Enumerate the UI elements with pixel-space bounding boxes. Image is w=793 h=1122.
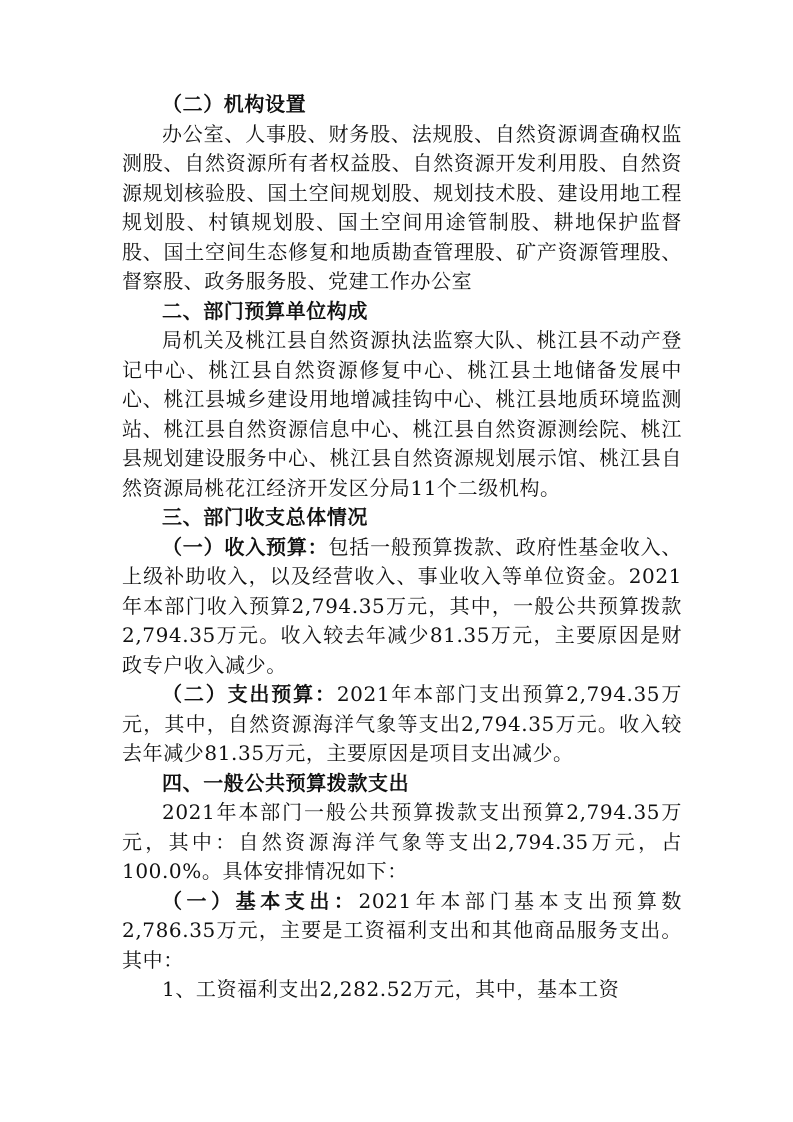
expense-paragraph: [122, 680, 682, 769]
general-heading: 四、一般公共预算拨款支出: [162, 770, 410, 795]
income-label: （一）收入预算：: [162, 534, 329, 559]
document-body: [122, 90, 682, 1005]
basic-body: 2021年本部门基本支出预算数2,786.35万元，主要是工资福利支出和其他商品服务支出。其中：: [122, 888, 682, 972]
org-body: 办公室、人事股、财务股、法规股、自然资源调查确权监测股、自然资源所有者权益股、自然资源开发利用股、自然资源规划核验股、国土空间规划股、规划技术股、建设用地工程规划股、村镇规划股、国土空间用途管制股、耕地保护监督股、国土空间生态修复和地质勘查管理股、矿产资源管理股、督察股、政务服务股、党建工作办公室: [122, 121, 682, 293]
org-heading: （二）机构设置: [162, 92, 307, 116]
expense-body: 2021年本部门支出预算2,794.35万元，其中，自然资源海洋气象等支出2,794.35万元。收入较去年减少81.35万元，主要原因是项目支出减少。: [122, 682, 682, 765]
income-paragraph: [122, 533, 682, 681]
basic-paragraph: [122, 887, 682, 976]
income-body: 包括一般预算拨款、政府性基金收入、上级补助收入，以及经营收入、事业收入等单位资金。2021年本部门收入预算2,794.35万元，其中，一般公共预算拨款2,794.35万元。收入较去年减少81.35万元，主要原因是财政专户收入减少。: [122, 534, 682, 677]
salary-paragraph: 1、工资福利支出2,282.52万元，其中，基本工资: [162, 977, 620, 1001]
basic-label: （一）基本支出：: [162, 888, 359, 913]
units-heading: 二、部门预算单位构成: [162, 298, 368, 323]
units-body: 局机关及桃江县自然资源执法监察大队、桃江县不动产登记中心、桃江县自然资源修复中心、桃江县土地储备发展中心、桃江县城乡建设用地增减挂钩中心、桃江县地质环境监测站、桃江县自然资源信息中心、桃江县自然资源测绘院、桃江县规划建设服务中心、桃江县自然资源规划展示馆、桃江县自然资源局桃花江经济开发区分局11个二级机构。: [122, 328, 682, 500]
expense-label: （二）支出预算：: [162, 682, 337, 706]
overall-heading: 三、部门收支总体情况: [162, 505, 368, 529]
general-body: 2021年本部门一般公共预算拨款支出预算2,794.35万元，其中：自然资源海洋气象等支出2,794.35万元，占100.0%。具体安排情况如下：: [122, 800, 682, 883]
